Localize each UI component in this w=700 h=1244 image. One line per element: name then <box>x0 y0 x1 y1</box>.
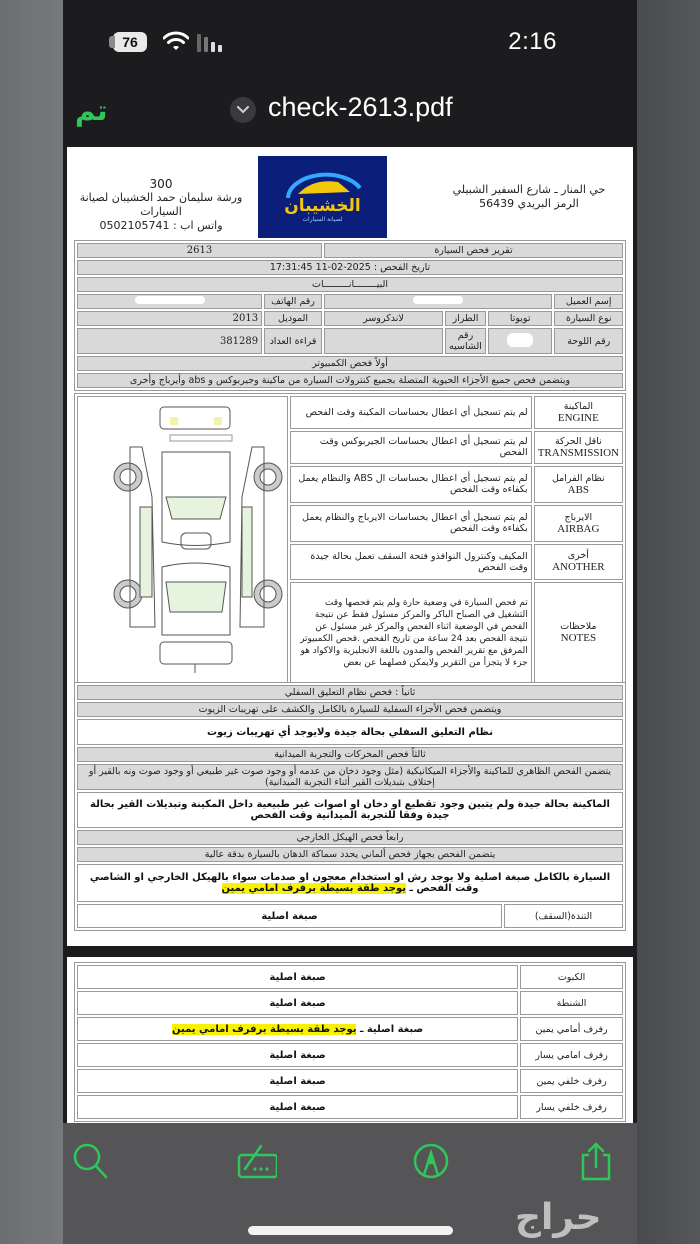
report-table <box>74 240 626 391</box>
check-value-engine: لم يتم تسجيل أي اعطال بحساسات المكينة وقت الفحص <box>290 396 531 429</box>
check-label-notes <box>534 582 623 683</box>
check-label-en: NOTES <box>560 632 597 645</box>
body-part-row <box>77 1095 623 1119</box>
postal-code: الرمز البريدي 56439 <box>479 197 579 210</box>
car-damage-diagram <box>77 396 288 683</box>
company-logo <box>258 156 387 238</box>
section3-title: ثالثاً فحص المحركات والتجربة الميدانية <box>77 747 623 762</box>
body-part-row <box>77 1043 623 1067</box>
check-label-another <box>534 544 623 581</box>
body-part-row <box>77 1017 623 1041</box>
markup-icon[interactable] <box>411 1141 451 1181</box>
car-type-label: نوع السيارة <box>554 311 623 326</box>
check-label-ar: ناقل الحركة <box>554 435 602 447</box>
haraj-watermark: حراج <box>515 1197 602 1238</box>
roof-value: صبغة اصلية <box>77 904 502 928</box>
check-value-airbag: لم يتم تسجيل أي اعطال بحساسات الايرباج والنظام يعمل بكفاءة وقت الفحص <box>290 505 531 542</box>
body-part-value: صبغة اصلية <box>77 1069 518 1093</box>
model-type-label: الطراز <box>445 311 486 326</box>
check-label-ar: الماكينة <box>563 400 593 412</box>
body-part-label: رفرف خلفي يسار <box>520 1095 623 1119</box>
chevron-down-icon <box>237 106 249 114</box>
status-bar <box>63 0 637 86</box>
section4-result <box>77 864 623 902</box>
check-value-notes: تم فحص السيارة في وضعية حارة ولم يتم فحصها وقت التشغيل في الصباح الباكر والمركز مسئول فقط عن نتيجة الفحص في الوضعية اثناء الفحص والمركز غير مسئول عن نتيجة الفحص بعد 24 ساعة من تاريخ الفحص .فحص الكمبيوتر المرفق مع تقرير الفحص والمدون باللغة الانجليزية والاكواد هو جزء لا يتجزأ من التقرير ولايمكن فصلهما عن بعض <box>290 582 531 683</box>
battery-indicator: 76 <box>113 32 147 52</box>
logo-subtext: لصيانة السيارات <box>302 215 343 223</box>
check-label-transmission <box>534 431 623 464</box>
year-value: 2013 <box>77 311 262 326</box>
check-value-transmission: لم يتم تسجيل أي اعطال بحساسات الجيربوكس وقت الفحص <box>290 431 531 464</box>
pdf-page-1 <box>67 147 633 946</box>
model-type-value: لاندكروسر <box>324 311 443 326</box>
section1-title: أولاً فحص الكمبيوتر <box>77 356 623 371</box>
check-label-en: ENGINE <box>557 411 599 424</box>
workshop-name: ورشة سليمان حمد الخشيبان لصيانة السيارات <box>79 191 243 218</box>
wifi-icon <box>163 30 189 52</box>
plate-value <box>488 328 553 354</box>
check-label-ar: ملاحظات <box>560 621 597 633</box>
done-button[interactable]: تم <box>75 94 108 127</box>
body-part-value: صبغة اصلية <box>77 1095 518 1119</box>
section2-result: نظام التعليق السفلي بحالة جيدة ولايوجد أي تهريبات زيوت <box>77 719 623 745</box>
body-part-row <box>77 991 623 1015</box>
phone-screen <box>63 0 637 1244</box>
body-part-value <box>77 1017 518 1041</box>
section4-result-text: السيارة بالكامل صبغة اصلية ولا يوجد رش او استخدام معجون او صدمات سواء بالهيكل الخارجي او الشاصي وقت الفحص ـ <box>89 872 611 894</box>
check-label-en: AIRBAG <box>557 522 600 535</box>
report-letterhead <box>67 147 633 239</box>
chassis-label: رقم الشاسيه <box>445 328 486 354</box>
document-title[interactable]: check-2613.pdf <box>268 92 453 122</box>
workshop-info <box>71 177 251 233</box>
check-value-abs: لم يتم تسجيل أي اعطال بحساسات ال ABS والنظام يعمل بكفاءه وقت الفحص <box>290 466 531 503</box>
body-part-row <box>77 965 623 989</box>
body-part-label: رفرف أمامي يمين <box>520 1017 623 1041</box>
check-label-en: TRANSMISSION <box>537 446 619 459</box>
section4-desc: يتضمن الفحص بجهاز فحص ألماني يحدد سماكة الدهان بالسيارة بدقة عالية <box>77 847 623 862</box>
search-icon[interactable] <box>71 1141 111 1181</box>
check-value-another: المكيف وكنترول النوافذو فتحة السقف تعمل بحالة جيدة وقت الفحص <box>290 544 531 581</box>
phone-label: رقم الهاتف <box>264 294 322 309</box>
workshop-whatsapp: واتس اب : 0502105741 <box>99 219 223 232</box>
title-menu-button[interactable] <box>230 97 256 123</box>
check-label-ar: نظام الفرامل <box>551 472 605 484</box>
plate-label: رقم اللوحة <box>554 328 623 354</box>
body-part-value: صبغة اصلية <box>77 965 518 989</box>
inspection-sections-table <box>74 682 626 931</box>
odometer-value: 381289 <box>77 328 262 354</box>
body-part-label: رفرف خلفي يمين <box>520 1069 623 1093</box>
logo-text: الخشيبان <box>284 195 361 216</box>
address-line: حي المنار ـ شارع السفير الشبيلي <box>452 183 606 196</box>
check-label-en: ANOTHER <box>552 561 605 574</box>
check-label-en: ABS <box>567 483 590 496</box>
data-heading: البيــــــــانـــــــــات <box>77 277 623 292</box>
share-icon[interactable] <box>576 1141 616 1181</box>
inspection-date: تاريخ الفحص : 2025-02-11 17:31:45 <box>77 260 623 275</box>
body-parts-table <box>74 962 626 1122</box>
check-label-ar: الايرباج <box>564 511 593 523</box>
body-part-value: صبغة اصلية <box>77 1043 518 1067</box>
check-label-airbag <box>534 505 623 542</box>
section3-desc: يتضمن الفحص الظاهري للماكينة والأجزاء الميكانيكية (مثل وجود دخان من عدمه أو وجود صوت غير طبيعي أو وجود صوت ونه بالقير أو إختلاف بتبديلات القير أثناء التجربة الميدانية) <box>77 764 623 790</box>
workshop-address <box>429 183 629 211</box>
home-indicator[interactable] <box>248 1226 453 1235</box>
status-time: 2:16 <box>508 28 557 55</box>
car-outline-diagram <box>80 397 285 679</box>
phone-value <box>77 294 262 309</box>
check-label-ar: أخرى <box>567 550 589 562</box>
body-part-label: الكبوت <box>520 965 623 989</box>
report-number: 2613 <box>77 243 322 258</box>
customer-label: إسم العميل <box>554 294 623 309</box>
customer-value <box>324 294 553 309</box>
year-label: الموديل <box>264 311 322 326</box>
cellular-signal-icon <box>197 34 227 52</box>
section2-desc: ويتضمن فحص الأجزاء السفلية للسيارة بالكامل والكشف على تهريبات الزيوت <box>77 702 623 717</box>
check-label-abs <box>534 466 623 503</box>
body-part-value: صبغة اصلية <box>77 991 518 1015</box>
body-part-row <box>77 1069 623 1093</box>
body-part-value-highlight: يوجد طقة بسيطة برفرف امامي يمين <box>171 1023 357 1035</box>
chassis-value <box>324 328 443 354</box>
workshop-number: 300 <box>149 177 173 191</box>
computer-check-table <box>74 393 626 686</box>
section3-result: الماكينة بحالة جيدة ولم يتبين وجود تقطيع او دخان او اصوات غير طبيعية داخل المكينة وتبديلات القير بحالة جيدة وفقا للتجربة الميدانية وقت الفحص <box>77 792 623 828</box>
body-part-label: رفرف امامي يسار <box>520 1043 623 1067</box>
roof-label: التندة(السقف) <box>504 904 623 928</box>
section2-title: ثانياً : فحص نظام التعليق السفلي <box>77 685 623 700</box>
report-title: تقرير فحص السيارة <box>324 243 623 258</box>
section4-title: رابعاً فحص الهيكل الخارجي <box>77 830 623 845</box>
car-type-value: تويوتا <box>488 311 553 326</box>
form-fill-icon[interactable] <box>237 1141 277 1181</box>
body-part-label: الشنطة <box>520 991 623 1015</box>
nav-bar <box>63 88 637 132</box>
section1-desc: ويتضمن فحص جميع الأجزاء الحيوية المتصلة بجميع كنترولات السيارة من ماكينة وجيربوكس و abs وأيرباج وأخرى <box>77 373 623 388</box>
section4-result-highlight: يوجد طقة بسيطة برفرف امامي يمين <box>221 883 407 894</box>
odometer-label: قراءة العداد <box>264 328 322 354</box>
body-part-value-text: صبغة اصلية ـ <box>356 1023 424 1035</box>
check-label-engine <box>534 396 623 429</box>
